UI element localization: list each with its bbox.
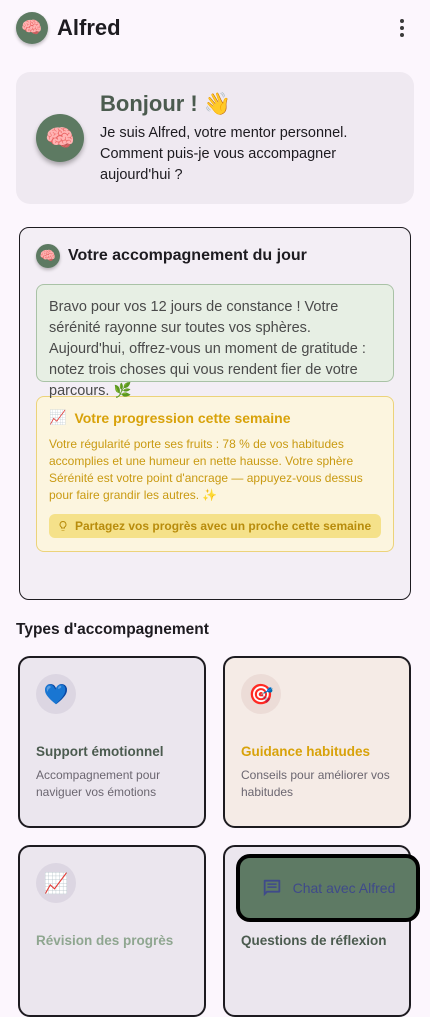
daily-title: Votre accompagnement du jour xyxy=(68,247,307,264)
more-options-button[interactable] xyxy=(390,16,414,40)
share-tip[interactable] xyxy=(49,514,381,538)
progress-body: Votre régularité porte ses fruits : 78 % de vos habitudes accomplies et une humeur en nette hausse. Votre sphère Sérénité est votre point d'ancrage — appuyez-vous dessus pour faire grandir les autres. ✨ xyxy=(49,437,363,502)
alfred-avatar-small xyxy=(36,244,60,268)
share-tip-label: Partagez vos progrès avec un proche cette semaine xyxy=(75,519,372,533)
brain-icon: 🧠 xyxy=(39,248,57,263)
chart-increasing-icon: 📈 xyxy=(43,872,69,895)
type-title: Support émotionnel xyxy=(36,744,164,759)
guidance-habitudes-card[interactable] xyxy=(223,656,411,828)
greeting-card xyxy=(16,72,414,204)
type-title: Guidance habitudes xyxy=(241,744,371,759)
revision-progres-card[interactable] xyxy=(18,845,206,1017)
type-desc: Accompagnement pour naviguer vos émotions xyxy=(36,768,161,799)
brain-icon: 🧠 xyxy=(45,124,75,152)
target-icon: 🎯 xyxy=(248,683,274,706)
support-emotionnel-card[interactable] xyxy=(18,656,206,828)
type-title: Révision des progrès xyxy=(36,933,174,948)
greeting-title: Bonjour ! 👋 xyxy=(100,90,232,116)
more-vert-icon xyxy=(400,19,404,23)
chart-increasing-icon: 📈 xyxy=(49,409,67,425)
daily-guidance-card xyxy=(19,227,411,600)
daily-message: Bravo pour vos 12 jours de constance ! Votre sérénité rayonne sur toutes vos sphères. Aujourd'hui, offrez-vous un moment de gratitude : notez trois choses qui vous rendent fier de votre parcours. 🌿 xyxy=(36,284,394,382)
type-title: Questions de réflexion xyxy=(241,933,387,948)
chat-with-alfred-button[interactable] xyxy=(236,854,420,922)
brain-icon: 🧠 xyxy=(21,18,43,37)
blue-heart-icon: 💙 xyxy=(43,683,69,706)
greeting-body: Je suis Alfred, votre mentor personnel. Comment puis-je vous accompagner aujourd'hui ? xyxy=(100,124,348,183)
section-title-types: Types d'accompagnement xyxy=(16,621,209,638)
lightbulb-icon xyxy=(57,520,69,532)
app-bar xyxy=(0,0,430,56)
app-title: Alfred xyxy=(57,15,121,40)
alfred-avatar-large xyxy=(36,114,84,162)
chat-button-label: Chat avec Alfred xyxy=(292,880,396,896)
progress-title: Votre progression cette semaine xyxy=(74,409,291,426)
weekly-progress-box xyxy=(36,396,394,552)
chat-icon xyxy=(261,877,283,899)
alfred-avatar xyxy=(16,12,48,44)
type-desc: Conseils pour améliorer vos habitudes xyxy=(241,768,390,799)
